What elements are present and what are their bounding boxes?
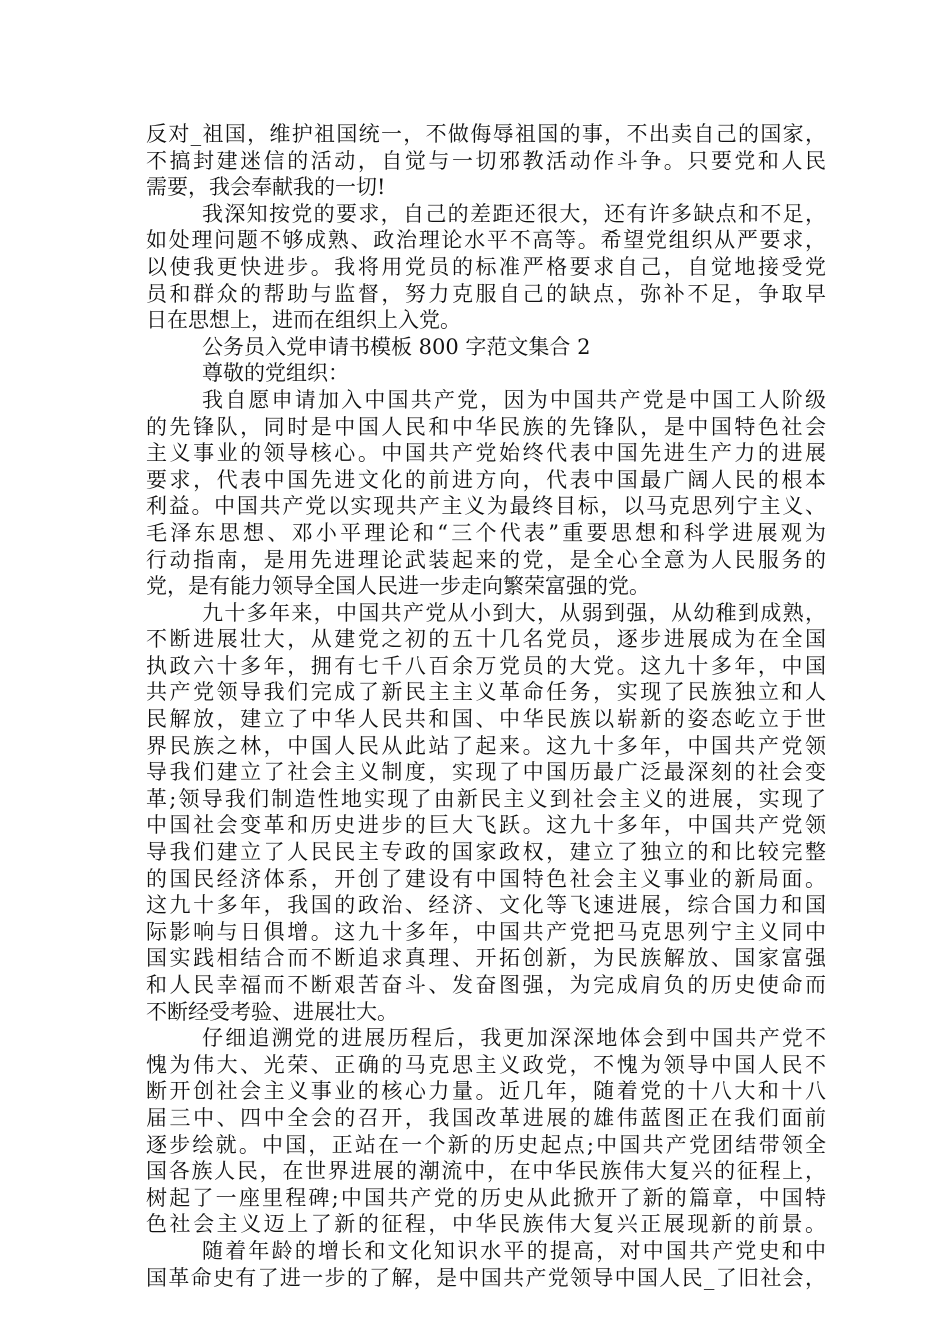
text-line: 界民族之林，中国人民从此站了起来。这九十多年，中国共产党领: [146, 733, 826, 758]
text-line: 国实践相结合而不断追求真理、开拓创新，为民族解放、国家富强: [146, 946, 826, 971]
text-line: 这九十多年，我国的政治、经济、文化等飞速进展，综合国力和国: [146, 893, 826, 918]
text-line: 民解放，建立了中华人民共和国、中华民族以崭新的姿态屹立于世: [146, 707, 826, 732]
text-line: 执政六十多年，拥有七千八百余万党员的大党。这九十多年，中国: [146, 653, 826, 678]
text-line: 随着年龄的增长和文化知识水平的提高，对中国共产党史和中: [202, 1238, 826, 1263]
text-line: 如处理问题不够成熟、政治理论水平不高等。希望党组织从严要求，: [146, 228, 826, 253]
text-line: 的国民经济体系，开创了建设有中国特色社会主义事业的新局面。: [146, 866, 826, 891]
text-line: 不搞封建迷信的活动，自觉与一切邪教活动作斗争。只要党和人民: [146, 148, 826, 173]
text-line: 届三中、四中全会的召开，我国改革进展的雄伟蓝图正在我们面前: [146, 1105, 826, 1130]
text-line: 国各族人民，在世界进展的潮流中，在中华民族伟大复兴的征程上，: [146, 1159, 826, 1184]
text-line: 色社会主义迈上了新的征程，中华民族伟大复兴正展现新的前景。: [146, 1212, 826, 1237]
text-line: 尊敬的党组织：: [202, 361, 349, 386]
document-body: [146, 121, 826, 1291]
text-line: 不断进展壮大，从建党之初的五十几名党员，逐步进展成为在全国: [146, 627, 826, 652]
text-line: 九十多年来，中国共产党从小到大，从弱到强，从幼稚到成熟，: [202, 600, 826, 625]
text-line: 愧为伟大、光荣、正确的马克思主义政党，不愧为领导中国人民不: [146, 1052, 826, 1077]
text-line: 员和群众的帮助与监督，努力克服自己的缺点，弥补不足，争取早: [146, 281, 826, 306]
text-line: 利益。中国共产党以实现共产主义为最终目标，以马克思列宁主义、: [146, 494, 826, 519]
text-line: 导我们建立了人民民主专政的国家政权，建立了独立的和比较完整: [146, 840, 826, 865]
text-line: 行动指南，是用先进理论武装起来的党，是全心全意为人民服务的: [146, 547, 826, 572]
text-line: 际影响与日俱增。这九十多年，中国共产党把马克思列宁主义同中: [146, 919, 826, 944]
text-line: 日在思想上，进而在组织上入党。: [146, 308, 461, 333]
text-line: 中国社会变革和历史进步的巨大飞跃。这九十多年，中国共产党领: [146, 813, 826, 838]
text-line: 公务员入党申请书模板 800 字范文集合 2: [202, 334, 591, 359]
text-line: 树起了一座里程碑;中国共产党的历史从此掀开了新的篇章，中国特: [146, 1185, 826, 1210]
text-line: 反对_祖国，维护祖国统一，不做侮辱祖国的事，不出卖自己的国家，: [146, 122, 826, 146]
text-line: 不断经受考验、进展壮大。: [146, 999, 398, 1024]
text-line: 毛泽东思想、邓小平理论和“三个代表”重要思想和科学进展观为: [146, 520, 826, 545]
text-line: 党，是有能力领导全国人民进一步走向繁荣富强的党。: [146, 574, 650, 599]
text-line: 以使我更快进步。我将用党员的标准严格要求自己，自觉地接受党: [146, 254, 826, 279]
text-line: 和人民幸福而不断艰苦奋斗、发奋图强，为完成肩负的历史使命而: [146, 973, 826, 997]
text-line: 我深知按党的要求，自己的差距还很大，还有许多缺点和不足，: [202, 201, 826, 226]
text-line: 我自愿申请加入中国共产党，因为中国共产党是中国工人阶级: [202, 387, 826, 412]
text-line: 国革命史有了进一步的了解，是中国共产党领导中国人民_了旧社会，: [146, 1265, 826, 1290]
text-line: 要求，代表中国先进文化的前进方向，代表中国最广阔人民的根本: [146, 467, 826, 492]
text-line: 逐步绘就。中国，正站在一个新的历史起点;中国共产党团结带领全: [146, 1132, 826, 1157]
text-line: 的先锋队，同时是中国人民和中华民族的先锋队，是中国特色社会: [146, 414, 826, 439]
text-line: 需要，我会奉献我的一切!: [146, 175, 386, 200]
text-line: 仔细追溯党的进展历程后，我更加深深地体会到中国共产党不: [202, 1026, 826, 1051]
text-line: 革;领导我们制造性地实现了由新民主义到社会主义的进展，实现了: [146, 786, 826, 811]
text-line: 断开创社会主义事业的核心力量。近几年，随着党的十八大和十八: [146, 1079, 826, 1104]
text-line: 主义事业的领导核心。中国共产党始终代表中国先进生产力的进展: [146, 441, 826, 466]
text-line: 共产党领导我们完成了新民主主义革命任务，实现了民族独立和人: [146, 680, 826, 705]
text-line: 导我们建立了社会主义制度，实现了中国历最广泛最深刻的社会变: [146, 760, 826, 785]
